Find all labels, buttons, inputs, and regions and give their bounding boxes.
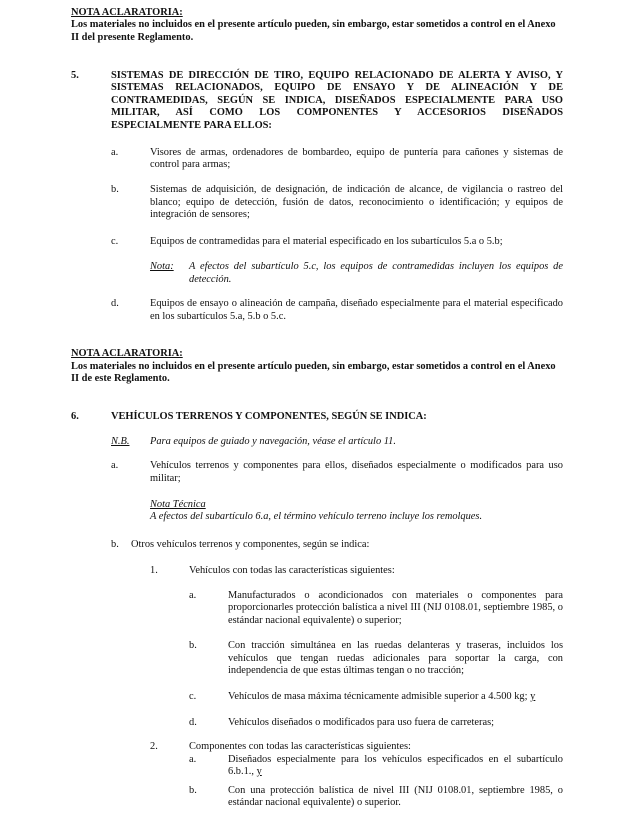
tech-note-text: A efectos del subartículo 6.a, el término vehículo terreno incluye los remolques. bbox=[150, 511, 483, 522]
subsubitem-text: proporcionarles protección balística a nivel III (NIJ 0108.01, septiembre 1985, o bbox=[228, 602, 563, 613]
item-text: en los subartículos 5.a, 5.b o 5.c. bbox=[150, 311, 286, 322]
subsubitem-text: Con tracción simultánea en las ruedas delanteras y traseras, incluidos los bbox=[228, 640, 563, 651]
item-text: Visores de armas, ordenadores de bombardeo, equipo de puntería para cañones y sistemas de bbox=[150, 147, 563, 158]
subsubitem-label: a. bbox=[189, 754, 197, 765]
subsubitem-text: Con una protección balística de nivel III (NIJ 0108.01, septiembre 1985, o bbox=[228, 785, 563, 796]
item-text: militar; bbox=[150, 473, 181, 484]
item-label: a. bbox=[111, 147, 119, 158]
section-number: 6. bbox=[71, 411, 79, 422]
note-label: Nota: bbox=[150, 261, 174, 272]
item-label: d. bbox=[111, 298, 119, 309]
section-title-line: SISTEMAS RELACIONADOS, EQUIPO DE ENSAYO Y DE ALINEACIÓN Y DE bbox=[111, 82, 563, 93]
item-label: c. bbox=[111, 236, 119, 247]
item-text: blanco; equipo de detección, fusión de datos, reconocimiento o identificación; y equipos de bbox=[150, 197, 563, 208]
subsubitem-label: c. bbox=[189, 691, 197, 702]
note-text: Los materiales no incluidos en el presente artículo pueden, sin embargo, estar sometidos a control en el Anexo bbox=[71, 361, 556, 372]
item-text: Vehículos terrenos y componentes para ellos, diseñados especialmente o modificados para uso bbox=[150, 460, 563, 471]
subsubitem-label: b. bbox=[189, 785, 197, 796]
item-label: b. bbox=[111, 539, 119, 550]
tech-note-title: Nota Técnica bbox=[150, 499, 206, 510]
section-title-line: SISTEMAS DE DIRECCIÓN DE TIRO, EQUIPO RELACIONADO DE ALERTA Y AVISO, Y bbox=[111, 70, 563, 81]
conjunction: y bbox=[530, 691, 536, 702]
subitem-text: Vehículos con todas las características siguientes: bbox=[189, 565, 395, 576]
subsubitem-text bbox=[228, 766, 262, 779]
section-title-line: CONTRAMEDIDAS, SEGÚN SE INDICA, DISEÑADOS ESPECIALMENTE PARA USO bbox=[111, 95, 563, 106]
subsubitem-text: independencia de que estas últimas tengan o no tracción; bbox=[228, 665, 465, 676]
subsubitem-line: Vehículos de masa máxima técnicamente admisible superior a 4.500 kg; bbox=[228, 691, 528, 702]
item-label: b. bbox=[111, 184, 119, 195]
item-text: control para armas; bbox=[150, 159, 231, 170]
item-text: Equipos de contramedidas para el material especificado en los subartículos 5.a o 5.b; bbox=[150, 236, 503, 247]
note-text: II de este Reglamento. bbox=[71, 373, 170, 384]
subsubitem-text: estándar nacional equivalente) o superior; bbox=[228, 615, 402, 626]
section-number: 5. bbox=[71, 70, 79, 81]
subsubitem-text bbox=[228, 691, 535, 704]
note-text: Los materiales no incluidos en el presente artículo pueden, sin embargo, estar sometidos a control en el Anexo bbox=[71, 19, 556, 30]
subitem-label: 2. bbox=[150, 741, 158, 752]
section-title-line: ESPECIALMENTE PARA ELLOS: bbox=[111, 120, 272, 131]
nb-text: Para equipos de guiado y navegación, véase el artículo 11. bbox=[150, 436, 396, 447]
note-heading: NOTA ACLARATORIA: bbox=[71, 348, 183, 359]
subsubitem-text: Vehículos diseñados o modificados para uso fuera de carreteras; bbox=[228, 717, 495, 728]
subsubitem-text: Manufacturados o acondicionados con materiales o componentes para bbox=[228, 590, 563, 601]
note-text: II del presente Reglamento. bbox=[71, 32, 194, 43]
subsubitem-text: Diseñados especialmente para los vehículos especificados en el subartículo bbox=[228, 754, 563, 765]
item-text: Otros vehículos terrenos y componentes, según se indica: bbox=[131, 539, 370, 550]
section-title-line: MILITAR, ASÍ COMO LOS COMPONENTES Y ACCESORIOS DISEÑADOS bbox=[111, 107, 563, 118]
nb-label: N.B. bbox=[111, 436, 130, 447]
section-title: VEHÍCULOS TERRENOS Y COMPONENTES, SEGÚN SE INDICA: bbox=[111, 411, 427, 422]
subitem-label: 1. bbox=[150, 565, 158, 576]
subsubitem-text: vehículos que tengan ruedas adicionales para soportar la carga, con bbox=[228, 653, 563, 664]
item-text: integración de sensores; bbox=[150, 209, 250, 220]
subsubitem-label: a. bbox=[189, 590, 197, 601]
subsubitem-text: estándar nacional equivalente) o superior. bbox=[228, 797, 401, 808]
conjunction: y bbox=[256, 766, 262, 777]
item-label: a. bbox=[111, 460, 119, 471]
note-text: A efectos del subartículo 5.c, los equipos de contramedidas incluyen los equipos de bbox=[189, 261, 563, 272]
item-text: Equipos de ensayo o alineación de campaña, diseñado especialmente para el material especificado bbox=[150, 298, 563, 309]
subsubitem-line: 6.b.1., bbox=[228, 766, 254, 777]
note-text: detección. bbox=[189, 274, 232, 285]
subsubitem-label: d. bbox=[189, 717, 197, 728]
subitem-text: Componentes con todas las características siguientes: bbox=[189, 741, 411, 752]
item-text: Sistemas de adquisición, de designación, de indicación de alcance, de vigilancia o rastreo del bbox=[150, 184, 563, 195]
subsubitem-label: b. bbox=[189, 640, 197, 651]
note-heading: NOTA ACLARATORIA: bbox=[71, 7, 183, 18]
